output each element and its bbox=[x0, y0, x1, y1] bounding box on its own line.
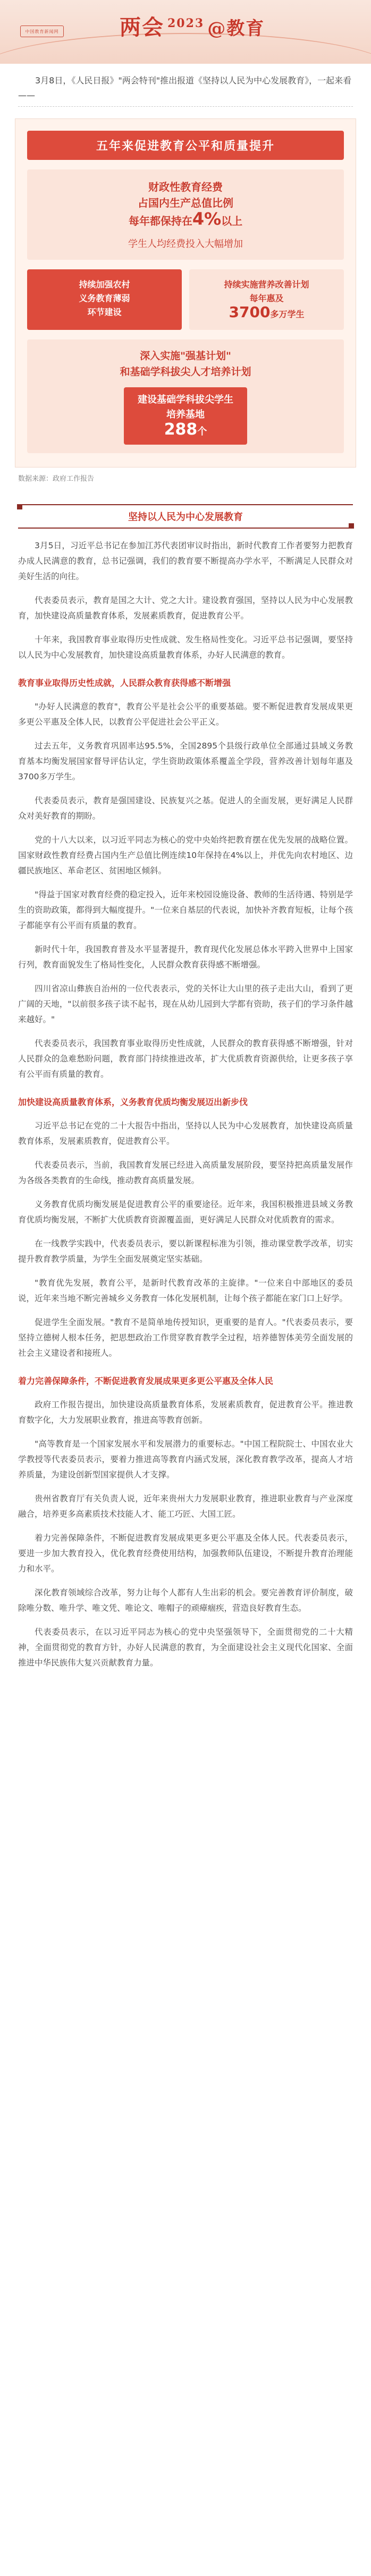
funding-line-4: 学生人均经费投入大幅增加 bbox=[128, 239, 243, 250]
corner-decoration bbox=[17, 504, 22, 509]
article-paragraph: 十年来，我国教育事业取得历史性成就、发生格局性变化。习近平总书记强调，要坚持以人民为中心发展教育，加快建设高质量教育体系，办好人民满意的教育。 bbox=[18, 635, 353, 660]
rural-line-1: 持续加强农村 bbox=[79, 279, 130, 290]
header-banner bbox=[0, 0, 371, 64]
article-paragraph: 3月5日，习近平总书记在参加江苏代表团审议时指出，新时代教育工作者要努力把教育办成人民满意的教育，总书记强调，我们的教育要不断提高办学水平，不断满足人民群众对美好生活的向往。 bbox=[18, 541, 353, 581]
article-paragraph: 在一线教学实践中，代表委员表示，要以新课程标准为引领，推动课堂教学改革，切实提升教育教学质量，为学生全面发展奠定坚实基础。 bbox=[18, 1239, 353, 1264]
talent-line-1: 深入实施"强基计划" bbox=[140, 350, 231, 362]
section-heading: 着力完善保障条件，不断促进教育发展成果更多更公平惠及全体人民 bbox=[18, 1376, 274, 1386]
talent-panel bbox=[27, 339, 344, 453]
article-paragraph: 政府工作报告提出，加快建设高质量教育体系，发展素质教育，促进教育公平。推进教育数字化，大力发展职业教育，推进高等教育创新。 bbox=[18, 1400, 353, 1425]
talent-base-count: 288 bbox=[164, 420, 198, 439]
section-heading: 教育事业取得历史性成就，人民群众教育获得感不断增强 bbox=[18, 678, 231, 688]
intro-text: 3月8日，《人民日报》"两会特刊"推出报道《坚持以人民为中心发展教育》，一起来看—— bbox=[18, 75, 352, 100]
section-heading: 加快建设高质量教育体系，义务教育优质均衡发展迈出新步伐 bbox=[18, 1097, 248, 1107]
article-paragraph: 过去五年，义务教育巩固率达95.5%，全国2895个县级行政单位全部通过县域义务教育基本均衡发展国家督导评估认定，学生资助政策体系覆盖全学段，营养改善计划每年惠及3700多万学生。 bbox=[18, 741, 353, 781]
funding-line-3-post: 以上 bbox=[221, 215, 243, 227]
article-paragraph: 代表委员表示，我国教育事业取得历史性成就，人民群众的教育获得感不断增强，针对人民群众的急难愁盼问题，教育部门持续推进改革，扩大优质教育资源供给，让更多孩子享有公平而有质量的教育。 bbox=[18, 1039, 353, 1079]
article-paragraph: 习近平总书记在党的二十大报告中指出，坚持以人民为中心发展教育，加快建设高质量教育体系，发展素质教育，促进教育公平。 bbox=[18, 1121, 353, 1146]
banner-title bbox=[120, 11, 265, 41]
article-paragraph: "办好人民满意的教育"，教育公平是社会公平的重要基础。要不断促进教育发展成果更多更公平惠及全体人民，以教育公平促进社会公平正义。 bbox=[18, 702, 353, 727]
article-paragraph: 义务教育优质均衡发展是促进教育公平的重要途径。近年来，我国积极推进县域义务教育优质均衡发展，不断扩大优质教育资源覆盖面，更好满足人民群众对优质教育的需求。 bbox=[18, 1200, 353, 1225]
article-paragraph: 代表委员表示，当前，我国教育发展已经进入高质量发展阶段，要坚持把高质量发展作为各级各类教育的生命线，推动教育高质量发展。 bbox=[18, 1160, 353, 1185]
article-paragraph: 着力完善保障条件，不断促进教育发展成果更多更公平惠及全体人民。代表委员表示，要进一步加大教育投入，优化教育经费使用结构，加强教师队伍建设，不断提升教育治理能力和水平。 bbox=[18, 1533, 353, 1574]
banner-year: 2023 bbox=[167, 16, 205, 30]
article-paragraph: "高等教育是一个国家发展水平和发展潜力的重要标志。"中国工程院院士、中国农业大学教授等代表委员表示，要着力推进高等教育内涵式发展，深化教育教学改革，提高人才培养质量，为建设创新型国家提供人才支撑。 bbox=[18, 1439, 353, 1480]
article-paragraph: 代表委员表示，教育是国之大计、党之大计。建设教育强国，坚持以人民为中心发展教育，加快建设高质量教育体系，发展素质教育，促进教育公平。 bbox=[18, 596, 353, 620]
talent-line-2: 和基础学科拔尖人才培养计划 bbox=[120, 366, 251, 378]
article-paragraph: 四川省凉山彝族自治州的一位代表表示，党的关怀让大山里的孩子走出大山，看到了更广阔的天地，"以前很多孩子读不起书，现在从幼儿园到大学都有资助，孩子们的学习条件越来越好。" bbox=[18, 984, 353, 1024]
rural-line-2: 义务教育薄弱 bbox=[79, 293, 130, 303]
funding-line-3 bbox=[37, 211, 334, 229]
infographic-heading: 五年来促进教育公平和质量提升 bbox=[27, 131, 344, 160]
nutrition-line-3 bbox=[193, 305, 340, 321]
banner-title-left: 两会 bbox=[120, 15, 164, 40]
corner-decoration bbox=[349, 523, 354, 529]
funding-line-1: 财政性教育经费 bbox=[148, 181, 223, 193]
talent-pill-line-2: 培养基地 bbox=[166, 409, 205, 420]
talent-base-unit: 个 bbox=[197, 426, 207, 437]
article-paragraph: "得益于国家对教育经费的稳定投入，近年来校园设施设备、教师的生活待遇、特别是学生的资助政策，都得到大幅度提升。"一位来自基层的代表说，加快补齐教育短板，让每个孩子都能享有公平而有质量的教育。 bbox=[18, 890, 353, 930]
stats-row bbox=[27, 269, 344, 330]
infographic bbox=[15, 118, 356, 467]
intro-divider bbox=[18, 106, 353, 107]
section-subtitle: 坚持以人民为中心发展教育 bbox=[128, 512, 243, 523]
article-body bbox=[0, 529, 371, 1690]
nutrition-line-2: 每年惠及 bbox=[249, 293, 284, 303]
nutrition-post: 多万学生 bbox=[270, 309, 305, 319]
rural-education-card bbox=[27, 269, 182, 330]
article-paragraph: "教育优先发展，教育公平，是新时代教育改革的主旋律。"一位来自中部地区的委员说，近年来当地不断完善城乡义务教育一体化发展机制，让每个孩子都能在家门口上好学。 bbox=[18, 1278, 353, 1303]
funding-line-2: 占国内生产总值比例 bbox=[138, 197, 233, 209]
article-paragraph: 贵州省教育厅有关负责人说，近年来贵州大力发展职业教育，推进职业教育与产业深度融合，培养更多高素质技术技能人才、能工巧匠、大国工匠。 bbox=[18, 1494, 353, 1519]
article-paragraph: 代表委员表示，教育是强国建设、民族复兴之基。促进人的全面发展，更好满足人民群众对美好教育的期盼。 bbox=[18, 796, 353, 821]
article-paragraph: 党的十八大以来，以习近平同志为核心的党中央始终把教育摆在优先发展的战略位置。国家财政性教育经费占国内生产总值比例连续10年保持在4%以上，并优先向农村地区、边疆民族地区、革命老区、贫困地区倾斜。 bbox=[18, 835, 353, 875]
article-paragraph: 深化教育领域综合改革，努力让每个人都有人生出彩的机会。要完善教育评价制度，破除唯分数、唯升学、唯文凭、唯论文、唯帽子的顽瘴痼疾，营造良好教育生态。 bbox=[18, 1588, 353, 1613]
site-logo[interactable]: 中国教育新闻网 bbox=[20, 25, 64, 37]
section-subtitle-bar bbox=[18, 504, 353, 529]
banner-title-right: @教育 bbox=[207, 18, 265, 39]
rural-line-3: 环节建设 bbox=[87, 307, 122, 317]
article-paragraph: 代表委员表示，在以习近平同志为核心的党中央坚强领导下，全面贯彻党的二十大精神，全面贯彻党的教育方针，办好人民满意的教育，为全面建设社会主义现代化国家、全面推进中华民族伟大复兴贡献教育力量。 bbox=[18, 1627, 353, 1668]
article-paragraph: 促进学生全面发展。"教育不是简单地传授知识，更重要的是育人。"代表委员表示，要坚持立德树人根本任务，把思想政治工作贯穿教育教学全过程，培养德智体美劳全面发展的社会主义建设者和接班人。 bbox=[18, 1317, 353, 1358]
talent-base-pill bbox=[124, 387, 247, 445]
intro-section bbox=[0, 64, 371, 111]
nutrition-number: 3700 bbox=[229, 303, 271, 321]
data-source: 数据来源：政府工作报告 bbox=[18, 475, 95, 483]
article-paragraph: 新时代十年，我国教育普及水平显著提升，教育现代化发展总体水平跨入世界中上国家行列，教育面貌发生了格局性变化，人民群众教育获得感不断增强。 bbox=[18, 945, 353, 970]
nutrition-line-1: 持续实施营养改善计划 bbox=[224, 279, 309, 290]
funding-panel bbox=[27, 169, 344, 260]
funding-percentage: 4% bbox=[192, 209, 222, 229]
talent-pill-line-3 bbox=[138, 422, 233, 439]
talent-pill-line-1: 建设基础学科拔尖学生 bbox=[138, 394, 233, 405]
nutrition-card bbox=[189, 269, 344, 330]
funding-line-3-pre: 每年都保持在 bbox=[128, 215, 192, 227]
